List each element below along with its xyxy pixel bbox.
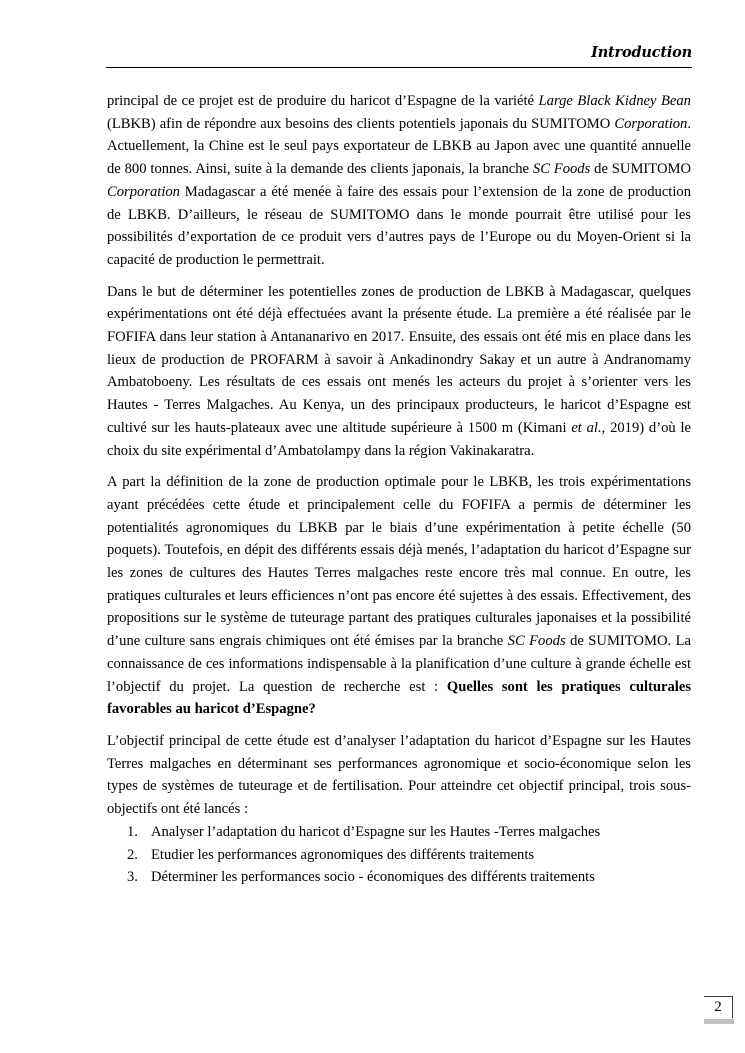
paragraph-3 xyxy=(107,471,691,721)
paragraph-1 xyxy=(107,90,691,272)
text-run: A part la définition de la zone de production optimale pour le LBKB, les trois expérimentations ayant précédées cette étude et principalement celle du FOFIFA a permis de déterminer les potentialités agronomiques du LBKB par le biais d’une expérimentation à petite échelle (50 poquets). Toutefois, en dépit des différents essais déjà menés, l’adaptation du haricot d’Espagne sur les zones de cultures des Hautes Terres malgaches reste encore très mal connue. En outre, les pratiques culturales et leurs efficiences n’ont pas encore été sujettes à des essais. Effectivement, des propositions sur le système de tuteurage partant des pratiques culturales japonaises et la possibilité d’une culture sans engrais chimiques ont été émises par la branche xyxy=(107,474,691,650)
list-item xyxy=(107,866,691,889)
text-run: . Actuellement, la Chine est le seul pays exportateur de LBKB au Japon avec une quantité annuelle de 800 tonnes. Ainsi, suite à la demande des clients japonais, la branche xyxy=(107,115,691,178)
list-item-text: Analyser l’adaptation du haricot d’Espagne sur les Hautes -Terres malgaches xyxy=(151,823,601,840)
paragraph-4 xyxy=(107,730,691,821)
text-run: Dans le but de déterminer les potentielles zones de production de LBKB à Madagascar, quelques expérimentations ont été déjà effectuées avant la présente étude. La première a été réalisée par le FOFIFA dans leur station à Antananarivo en 2017. Ensuite, des essais ont été mis en place dans les lieux de production de PROFARM à savoir à Ankadinondry Sakay et un autre à Andranomamy Ambatoboeny. Les résultats de ces essais ont menés les acteurs du projet à s’orienter vers les Hautes - Terres Malgaches. Au Kenya, un des principaux producteurs, le haricot d’Espagne est cultivé sur les hauts-plateaux avec une altitude supérieure à 1500 m (Kimani xyxy=(107,283,691,436)
list-item xyxy=(107,844,691,867)
list-item-text: Déterminer les performances socio - économiques des différents traitements xyxy=(151,869,595,886)
corporation-term: Corporation xyxy=(107,183,180,200)
text-run: (LBKB) afin de répondre aux besoins des clients potentiels japonais du SUMITOMO xyxy=(107,115,615,132)
text-run: de SUMITOMO xyxy=(590,161,691,178)
list-item xyxy=(107,821,691,844)
list-item-number: 3. xyxy=(127,869,138,886)
body-text xyxy=(107,90,691,889)
paragraph-2 xyxy=(107,281,691,463)
variety-name: Large Black Kidney Bean xyxy=(538,93,691,109)
list-item-number: 1. xyxy=(127,823,138,840)
objectives-list xyxy=(107,821,691,889)
text-run: de SUMITOMO. La connaissance de ces informations indispensable à la planification d’une culture à grande échelle est l’objectif du projet. La question de recherche est : xyxy=(107,633,691,695)
citation-et-al: et al. xyxy=(571,419,602,436)
header-rule xyxy=(106,67,692,68)
research-question: Quelles sont les pratiques culturales favorables au haricot d’Espagne? xyxy=(107,678,691,718)
text-run: principal de ce projet est de produire du haricot d’Espagne de la variété xyxy=(107,93,539,109)
text-run: , 2019) d’où le choix du site expérimental d’Ambatolampy dans la région Vakinakaratra. xyxy=(107,419,691,459)
list-item-text: Etudier les performances agronomiques des différents traitements xyxy=(151,846,535,863)
text-run: L’objectif principal de cette étude est d’analyser l’adaptation du haricot d’Espagne sur les Hautes Terres malgaches en déterminant ses performances agronomique et socio-économique selon les types de systèmes de tuteurage et de fertilisation. Pour atteindre cet objectif principal, trois sous-objectifs ont été lancés : xyxy=(107,732,691,818)
sc-foods-term: SC Foods xyxy=(507,633,566,650)
running-header-title: Introduction xyxy=(591,44,692,61)
page-number-shade-bar xyxy=(704,1019,734,1024)
list-item-number: 2. xyxy=(127,846,138,863)
text-run: Madagascar a été menée à faire des essais pour l’extension de la zone de production de LBKB. D’ailleurs, le réseau de SUMITOMO dans le monde pourrait être utilisé pour les possibilités d’exportation de ce produit vers d’autres pays de l’Europe ou du Moyen-Orient si la capacité de production le permettrait. xyxy=(107,183,691,268)
corporation-term: Corporation xyxy=(614,115,688,132)
page-number: 2 xyxy=(704,996,733,1018)
sc-foods-term: SC Foods xyxy=(532,161,591,178)
